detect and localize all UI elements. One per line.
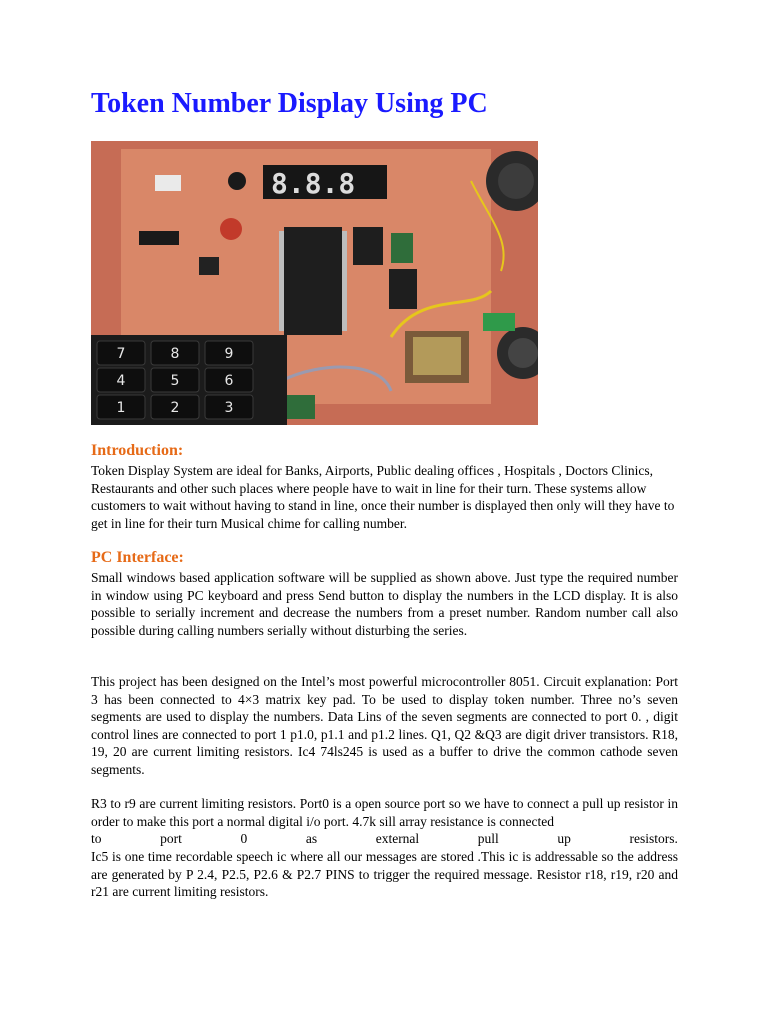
spread-word: port (160, 831, 182, 846)
spread-word: pull (477, 831, 499, 846)
project-paragraph: This project has been designed on the Intel’s most powerful microcontroller 8051. Circuit explanation: Port 3 has been connected to 4×3 matrix key pad. To be used to display token number. Three no’s seven segments are used to display the numbers. Data Lins of the seven segments are connected to port 0. , digit control lines are connected to port 1 p1.0, p1.1 and p1.2 lines. Q1, Q2 &Q3 are digit driver transistors. R18, 19, 20 are current limiting resistors. Ic4 74ls245 is used as a buffer to drive the common cathode seven segments. (91, 674, 678, 777)
spread-word: up (557, 831, 571, 846)
keypad-key-label: 1 (116, 400, 126, 416)
spread-word: 0 (240, 831, 248, 846)
spread-word: to (91, 831, 102, 846)
keypad-key-label: 5 (170, 373, 180, 389)
pc-interface-paragraph: Small windows based application software will be supplied as shown above. Just type the required number in window using PC keyboard and press Send button to display the numbers in the LCD display. It is also possible to serially increment and decrease the numbers from a preset number. Random number call also possible during calling numbers serially without disturbing the series. (91, 570, 678, 638)
keypad-key-label: 3 (224, 400, 234, 416)
circuit-board-photo (91, 141, 538, 425)
resistor-paragraph-spread-line (91, 830, 678, 848)
pc-interface-heading: PC Interface: (91, 549, 184, 566)
spread-word: resistors. (629, 831, 678, 846)
keypad-key-label: 8 (170, 346, 180, 362)
keypad-key-label: 6 (224, 373, 234, 389)
spread-word: external (375, 831, 420, 846)
keypad-key-label: 9 (224, 346, 234, 362)
resistor-paragraph-part-2: Ic5 is one time recordable speech ic where all our messages are stored .This ic is addressable so the address are generated by P 2.4, P2.5, P2.6 & P2.7 PINS to trigger the required message. Resistor r18, r19, r20 and r21 are current limiting resistors. (91, 849, 678, 899)
introduction-paragraph: Token Display System are ideal for Banks, Airports, Public dealing offices , Hospitals , Doctors Clinics, Restaurants and other such places where people have to wait in line for their turn. These systems allow customers to wait without having to stand in line, once their number is displayed then only will they have to get in line for their turn Musical chime for calling number. (91, 463, 675, 531)
keypad-key-label: 7 (116, 346, 126, 362)
keypad-key-label: 2 (170, 400, 180, 416)
page-title: Token Number Display Using PC (91, 88, 488, 119)
segment-display-digits: 8.8.8 (271, 167, 356, 200)
spread-word: as (305, 831, 318, 846)
circuit-board-illustration (91, 141, 538, 425)
introduction-heading: Introduction: (91, 442, 184, 459)
keypad-key-label: 4 (116, 373, 126, 389)
resistor-paragraph-part-1: R3 to r9 are current limiting resistors. Port0 is a open source port so we have to connect a pull up resistor in order to make this port a normal digital i/o port. 4.7k sill array resistance is connected (91, 796, 678, 829)
